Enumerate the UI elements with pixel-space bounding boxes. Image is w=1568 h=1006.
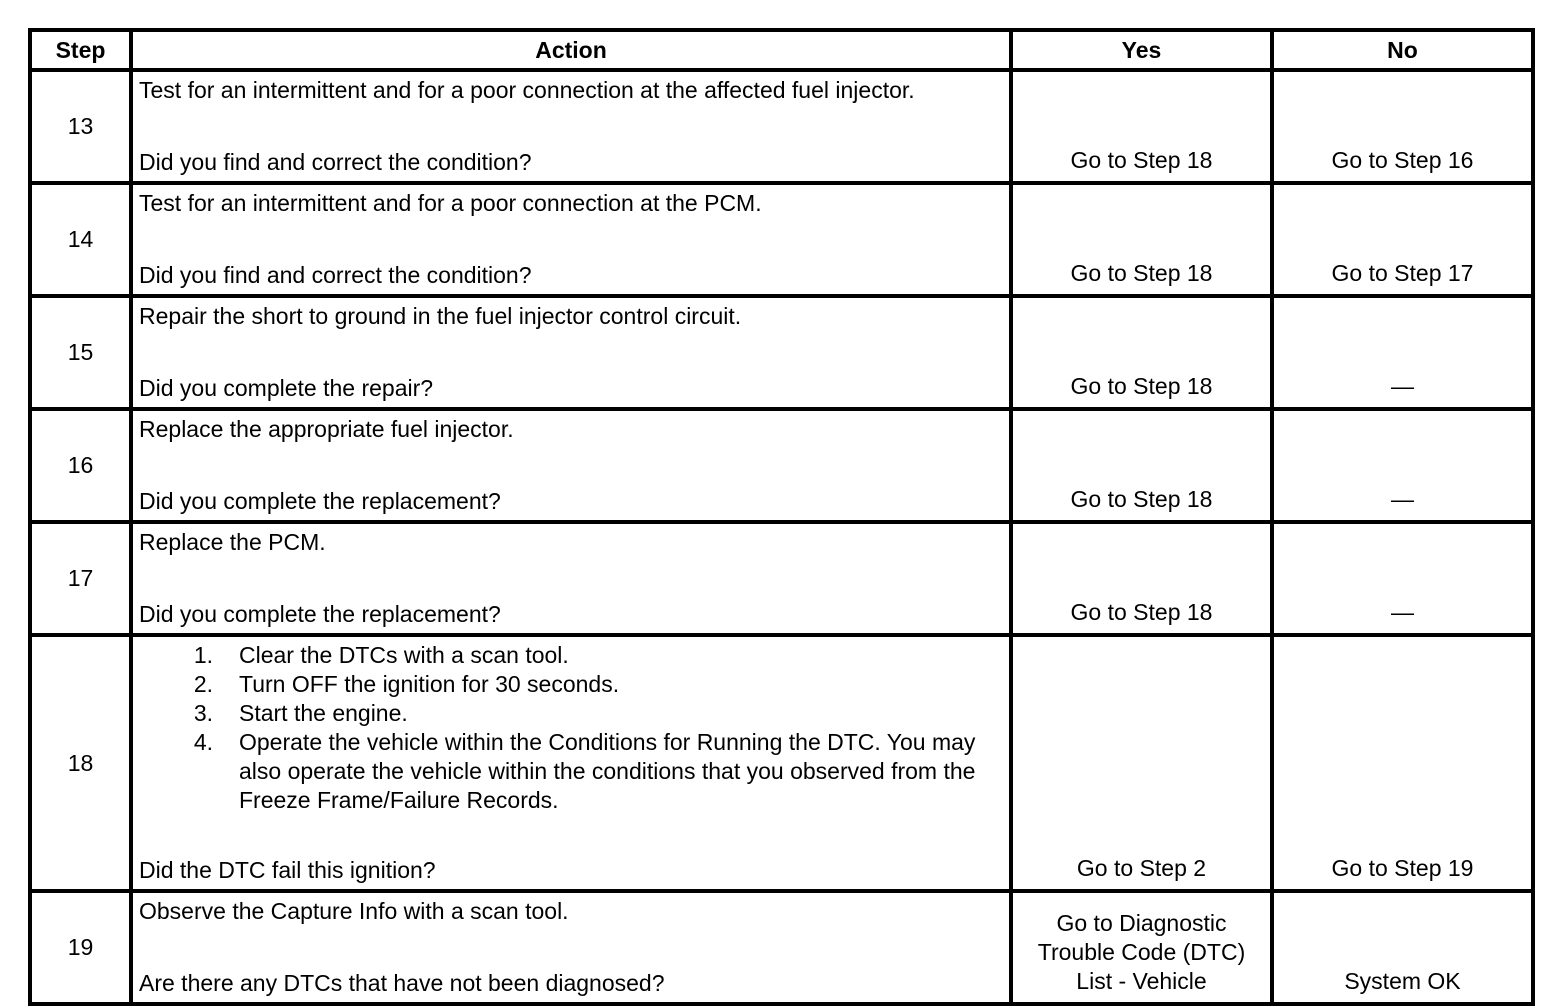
action-question: Did you complete the repair? (139, 375, 434, 401)
action-cell (131, 409, 1011, 522)
action-text: Observe the Capture Info with a scan tool. (139, 898, 569, 924)
header-action: Action (131, 30, 1011, 70)
yes-cell: Go to Diagnostic Trouble Code (DTC) List - Vehicle (1011, 891, 1272, 1004)
step-number: 16 (30, 409, 131, 522)
action-question: Are there any DTCs that have not been diagnosed? (139, 970, 665, 996)
no-cell: — (1272, 296, 1533, 409)
yes-cell: Go to Step 18 (1011, 409, 1272, 522)
yes-cell: Go to Step 18 (1011, 70, 1272, 183)
action-question: Did you find and correct the condition? (139, 149, 532, 175)
action-cell (131, 522, 1011, 635)
yes-cell: Go to Step 2 (1011, 635, 1272, 891)
action-question: Did you complete the replacement? (139, 488, 501, 514)
step-number: 17 (30, 522, 131, 635)
substep-number: 2. (193, 671, 213, 697)
header-no: No (1272, 30, 1533, 70)
table-row (30, 522, 1533, 635)
action-cell (131, 70, 1011, 183)
step-number: 19 (30, 891, 131, 1004)
action-cell (131, 183, 1011, 296)
header-step: Step (30, 30, 131, 70)
header-yes: Yes (1011, 30, 1272, 70)
substep-text: Clear the DTCs with a scan tool. (239, 642, 569, 668)
action-cell (131, 891, 1011, 1004)
table-row (30, 891, 1533, 1004)
action-question: Did the DTC fail this ignition? (139, 857, 436, 883)
table-row (30, 70, 1533, 183)
action-text: Repair the short to ground in the fuel injector control circuit. (139, 303, 742, 329)
substep-text: Start the engine. (239, 700, 408, 726)
table-row (30, 183, 1533, 296)
action-text: Test for an intermittent and for a poor connection at the PCM. (139, 190, 762, 216)
step-number: 14 (30, 183, 131, 296)
no-cell: — (1272, 409, 1533, 522)
step-number: 18 (30, 635, 131, 891)
action-question: Did you complete the replacement? (139, 601, 501, 627)
list-item (139, 641, 1003, 670)
table-row (30, 635, 1533, 891)
action-cell (131, 296, 1011, 409)
substep-number: 4. (193, 729, 213, 755)
substep-list (139, 641, 1003, 815)
substep-number: 3. (193, 700, 213, 726)
action-cell (131, 635, 1011, 891)
list-item (139, 728, 1003, 815)
yes-cell: Go to Step 18 (1011, 183, 1272, 296)
yes-cell: Go to Step 18 (1011, 522, 1272, 635)
substep-text: Operate the vehicle within the Conditions for Running the DTC. You may also operate the vehicle within the conditions that you observed from the Freeze Frame/Failure Records. (239, 729, 976, 813)
no-cell: System OK (1272, 891, 1533, 1004)
step-number: 15 (30, 296, 131, 409)
action-question: Did you find and correct the condition? (139, 262, 532, 288)
list-item (139, 670, 1003, 699)
list-item (139, 699, 1003, 728)
substep-number: 1. (193, 642, 213, 668)
table-row (30, 296, 1533, 409)
action-text: Replace the PCM. (139, 529, 326, 555)
step-number: 13 (30, 70, 131, 183)
no-cell: Go to Step 17 (1272, 183, 1533, 296)
yes-cell: Go to Step 18 (1011, 296, 1272, 409)
no-cell: — (1272, 522, 1533, 635)
substep-text: Turn OFF the ignition for 30 seconds. (239, 671, 620, 697)
diagnostic-table (28, 28, 1535, 1006)
header-row (30, 30, 1533, 70)
no-cell: Go to Step 16 (1272, 70, 1533, 183)
action-text: Replace the appropriate fuel injector. (139, 416, 514, 442)
action-text: Test for an intermittent and for a poor connection at the affected fuel injector. (139, 77, 915, 103)
table-row (30, 409, 1533, 522)
no-cell: Go to Step 19 (1272, 635, 1533, 891)
